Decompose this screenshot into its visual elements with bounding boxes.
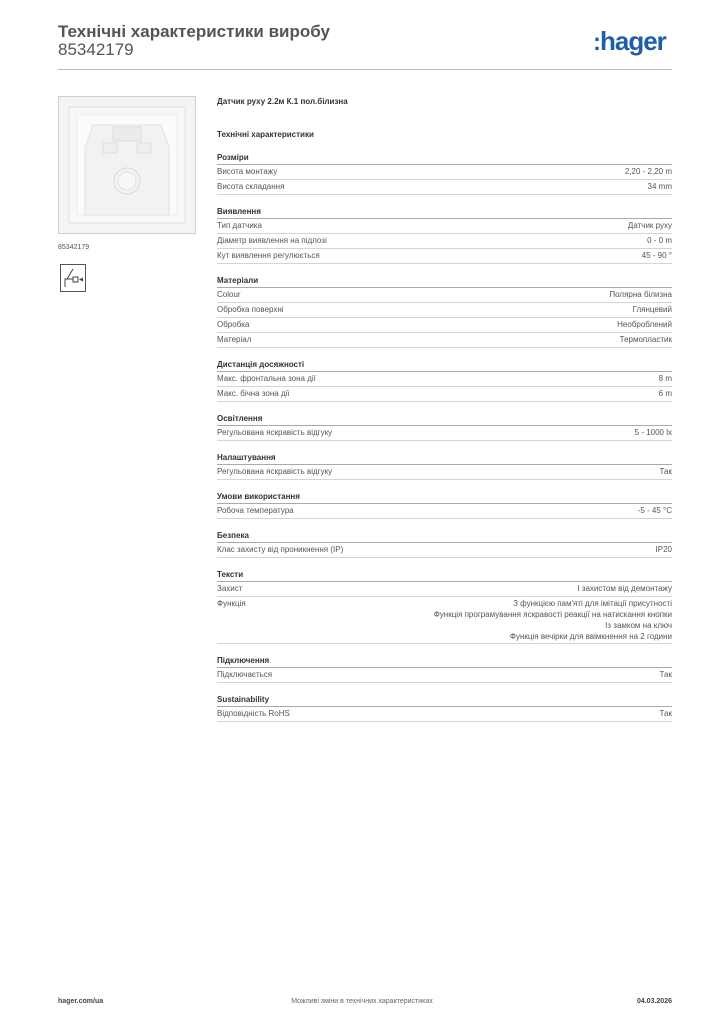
spec-row bbox=[217, 333, 672, 348]
spec-value bbox=[647, 234, 672, 248]
spec-label: Клас захисту від проникнення (IP) bbox=[217, 545, 344, 554]
spec-value bbox=[620, 333, 672, 347]
spec-value-line: Глянцевий bbox=[632, 305, 672, 314]
spec-value bbox=[659, 387, 672, 401]
spec-group bbox=[217, 655, 672, 683]
spec-group bbox=[217, 530, 672, 558]
spec-value-line: З функцією пам'яті для імітації присутності bbox=[513, 599, 672, 608]
page-title: Технічні характеристики виробу bbox=[58, 22, 330, 41]
spec-row bbox=[217, 387, 672, 402]
spec-value-line: Із замком на ключ bbox=[605, 621, 672, 630]
spec-value bbox=[577, 582, 672, 596]
spec-label: Тип датчика bbox=[217, 221, 262, 230]
spec-row bbox=[217, 372, 672, 387]
footer-date: 04.03.2026 bbox=[636, 998, 672, 1005]
product-image bbox=[58, 96, 196, 234]
spec-value bbox=[648, 180, 672, 194]
spec-group bbox=[217, 413, 672, 441]
spec-group bbox=[217, 694, 672, 722]
spec-row bbox=[217, 582, 672, 597]
spec-value-line: 0 - 0 m bbox=[647, 236, 672, 245]
spec-label: Висота монтажу bbox=[217, 167, 278, 176]
spec-row bbox=[217, 597, 672, 644]
spec-group bbox=[217, 152, 672, 195]
spec-label: Захист bbox=[217, 584, 243, 593]
spec-row bbox=[217, 303, 672, 318]
spec-label: Регульована яскравість відгуку bbox=[217, 428, 333, 437]
spec-row bbox=[217, 426, 672, 441]
spec-label: Підключається bbox=[217, 670, 273, 679]
spec-row bbox=[217, 504, 672, 519]
spec-value-line: 5 - 1000 lx bbox=[634, 428, 672, 437]
spec-group bbox=[217, 206, 672, 264]
spec-group-title: Тексти bbox=[217, 569, 672, 582]
spec-group bbox=[217, 359, 672, 402]
spec-value-line: І захистом від демонтажу bbox=[577, 584, 672, 593]
spec-value bbox=[659, 372, 672, 386]
spec-group-title: Підключення bbox=[217, 655, 672, 668]
footer-site[interactable]: hager.com/ua bbox=[58, 998, 104, 1005]
spec-label: Діаметр виявлення на підлозі bbox=[217, 236, 327, 245]
spec-value bbox=[617, 318, 672, 332]
spec-value bbox=[628, 219, 672, 233]
logo-text: hager bbox=[600, 26, 666, 56]
spec-row bbox=[217, 249, 672, 264]
spec-label: Colour bbox=[217, 290, 241, 299]
spec-label: Кут виявлення регулюється bbox=[217, 251, 320, 260]
spec-group-title: Дистанція досяжності bbox=[217, 359, 672, 372]
spec-group-title: Налаштування bbox=[217, 452, 672, 465]
spec-value bbox=[660, 668, 672, 682]
spec-label: Обробка bbox=[217, 320, 250, 329]
spec-value-line: 8 m bbox=[658, 374, 672, 383]
spec-value-line: Так bbox=[659, 467, 672, 476]
spec-value-line: IP20 bbox=[655, 545, 672, 554]
spec-value-line: Так bbox=[659, 670, 672, 679]
spec-value-line: Так bbox=[659, 709, 672, 718]
specs-heading: Технічні характеристики bbox=[217, 130, 314, 139]
product-name: Датчик руху 2.2м К.1 пол.білизна bbox=[217, 97, 348, 106]
hager-logo: :hager bbox=[593, 26, 666, 56]
spec-groups bbox=[217, 152, 672, 722]
spec-label: Матеріал bbox=[217, 335, 252, 344]
spec-value-line: -5 - 45 °C bbox=[637, 506, 672, 515]
spec-value bbox=[638, 504, 672, 518]
spec-value-line: 2,20 - 2,20 m bbox=[624, 167, 672, 176]
spec-row bbox=[217, 180, 672, 195]
spec-value bbox=[633, 303, 672, 317]
spec-group-title: Розміри bbox=[217, 152, 672, 165]
spec-row bbox=[217, 288, 672, 303]
spec-group-title: Sustainability bbox=[217, 694, 672, 707]
spec-group-title: Умови використання bbox=[217, 491, 672, 504]
spec-value bbox=[635, 426, 672, 440]
spec-value bbox=[609, 288, 672, 302]
spec-group-title: Освітлення bbox=[217, 413, 672, 426]
spec-label: Відповідність RoHS bbox=[217, 709, 290, 718]
spec-label: Регульована яскравість відгуку bbox=[217, 467, 333, 476]
spec-value-line: Датчик руху bbox=[627, 221, 672, 230]
spec-value-line: Функція вечірки для ввімкнення на 2 години bbox=[509, 632, 672, 641]
spec-value-line: 6 m bbox=[658, 389, 672, 398]
footer-note: Можливі зміни в технічних характеристиках bbox=[291, 998, 433, 1005]
spec-value bbox=[660, 707, 672, 721]
spec-label: Функція bbox=[217, 599, 246, 608]
spec-value-line: Функція програмування яскравості реакції на натискання кнопки bbox=[433, 610, 672, 619]
mounting-symbol-icon bbox=[60, 264, 86, 292]
spec-group bbox=[217, 569, 672, 644]
spec-row bbox=[217, 707, 672, 722]
spec-value-line: Необроблений bbox=[617, 320, 672, 329]
spec-row bbox=[217, 165, 672, 180]
spec-label: Макс. фронтальна зона дії bbox=[217, 374, 316, 383]
spec-group-title: Безпека bbox=[217, 530, 672, 543]
header-divider bbox=[58, 69, 672, 70]
spec-value bbox=[625, 165, 672, 179]
spec-group bbox=[217, 452, 672, 480]
spec-label: Обробка поверхні bbox=[217, 305, 284, 314]
spec-value bbox=[656, 543, 672, 557]
spec-value bbox=[642, 249, 672, 263]
motion-sensor-image bbox=[59, 97, 195, 233]
spec-label: Робоча температура bbox=[217, 506, 294, 515]
spec-value-line: 34 mm bbox=[647, 182, 672, 191]
spec-row bbox=[217, 543, 672, 558]
page-product-code: 85342179 bbox=[58, 40, 134, 59]
spec-value-line: 45 - 90 ° bbox=[641, 251, 672, 260]
spec-value bbox=[434, 598, 672, 642]
spec-group bbox=[217, 491, 672, 519]
spec-value-line: Полярна білизна bbox=[609, 290, 672, 299]
spec-row bbox=[217, 668, 672, 683]
spec-row bbox=[217, 318, 672, 333]
spec-group bbox=[217, 275, 672, 348]
spec-content bbox=[217, 96, 672, 733]
spec-group-title: Матеріали bbox=[217, 275, 672, 288]
spec-row bbox=[217, 234, 672, 249]
spec-group-title: Виявлення bbox=[217, 206, 672, 219]
spec-label: Висота складання bbox=[217, 182, 285, 191]
spec-value bbox=[660, 465, 672, 479]
spec-label: Макс. бічна зона дії bbox=[217, 389, 290, 398]
product-code-label: 85342179 bbox=[58, 244, 90, 251]
spec-row bbox=[217, 465, 672, 480]
spec-row bbox=[217, 219, 672, 234]
spec-value-line: Термопластик bbox=[619, 335, 672, 344]
